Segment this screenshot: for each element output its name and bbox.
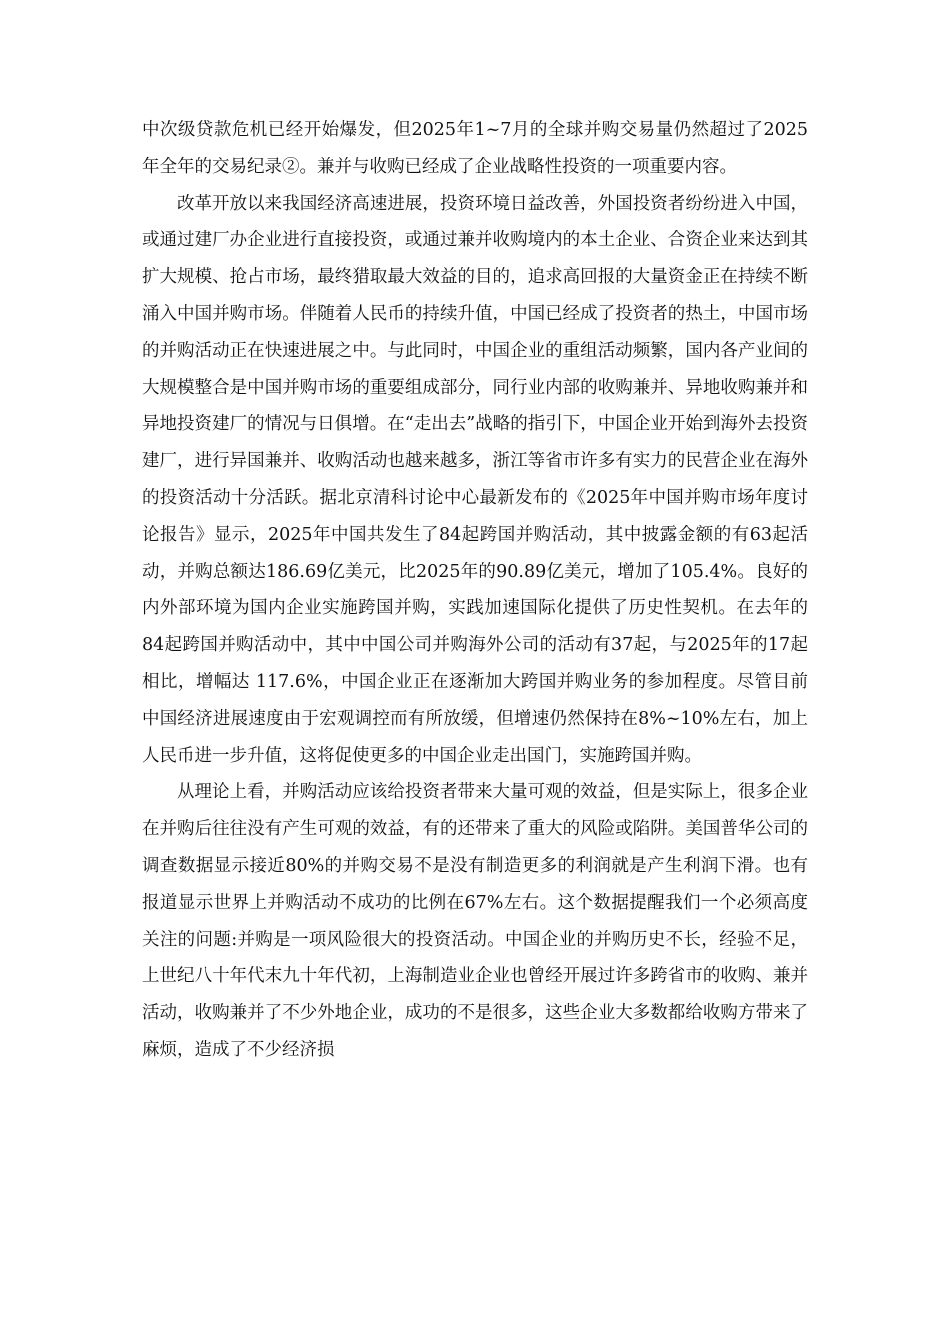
document-page (142, 112, 808, 1069)
paragraph-1: 中次级贷款危机已经开始爆发，但2025年1~7月的全球并购交易量仍然超过了2025年全年的交易纪录②。兼并与收购已经成了企业战略性投资的一项重要内容。 (142, 120, 808, 177)
paragraph-2: 改革开放以来我国经济高速进展，投资环境日益改善，外国投资者纷纷进入中国，或通过建厂办企业进行直接投资，或通过兼并收购境内的本土企业、合资企业来达到其扩大规模、抢占市场，最终猎取最大效益的目的，追求高回报的大量资金正在持续不断涌入中国并购市场。伴随着人民币的持续升值，中国已经成了投资者的热土，中国市场的并购活动正在快速进展之中。与此同时，中国企业的重组活动频繁，国内各产业间的大规模整合是中国并购市场的重要组成部分，同行业内部的收购兼并、异地收购兼并和异地投资建厂的情况与日俱增。在“走出去”战略的指引下，中国企业开始到海外去投资建厂，进行异国兼并、收购活动也越来越多，浙江等省市许多有实力的民营企业在海外的投资活动十分活跃。据北京清科讨论中心最新发布的《2025年中国并购市场年度讨论报告》显示，2025年中国共发生了84起跨国并购活动，其中披露金额的有63起活动，并购总额达186.69亿美元，比2025年的90.89亿美元，增加了105.4%。良好的内外部环境为国内企业实施跨国并购，实践加速国际化提供了历史性契机。在去年的84起跨国并购活动中，其中中国公司并购海外公司的活动有37起，与2025年的17起相比，增幅达 117.6%，中国企业正在逐渐加大跨国并购业务的参加程度。尽管目前中国经济进展速度由于宏观调控而有所放缓，但增速仍然保持在8%~10%左右，加上人民币进一步升值，这将促使更多的中国企业走出国门，实施跨国并购。 (142, 193, 808, 766)
paragraph-3: 从理论上看，并购活动应该给投资者带来大量可观的效益，但是实际上，很多企业在并购后往往没有产生可观的效益，有的还带来了重大的风险或陷阱。美国普华公司的调查数据显示接近80%的并购交易不是没有制造更多的利润就是产生利润下滑。也有报道显示世界上并购活动不成功的比例在67%左右。这个数据提醒我们一个必须高度关注的问题:并购是一项风险很大的投资活动。中国企业的并购历史不长，经验不足，上世纪八十年代末九十年代初，上海制造业企业也曾经开展过许多跨省市的收购、兼并活动，收购兼并了不少外地企业，成功的不是很多，这些企业大多数都给收购方带来了麻烦，造成了不少经济损 (142, 782, 808, 1060)
